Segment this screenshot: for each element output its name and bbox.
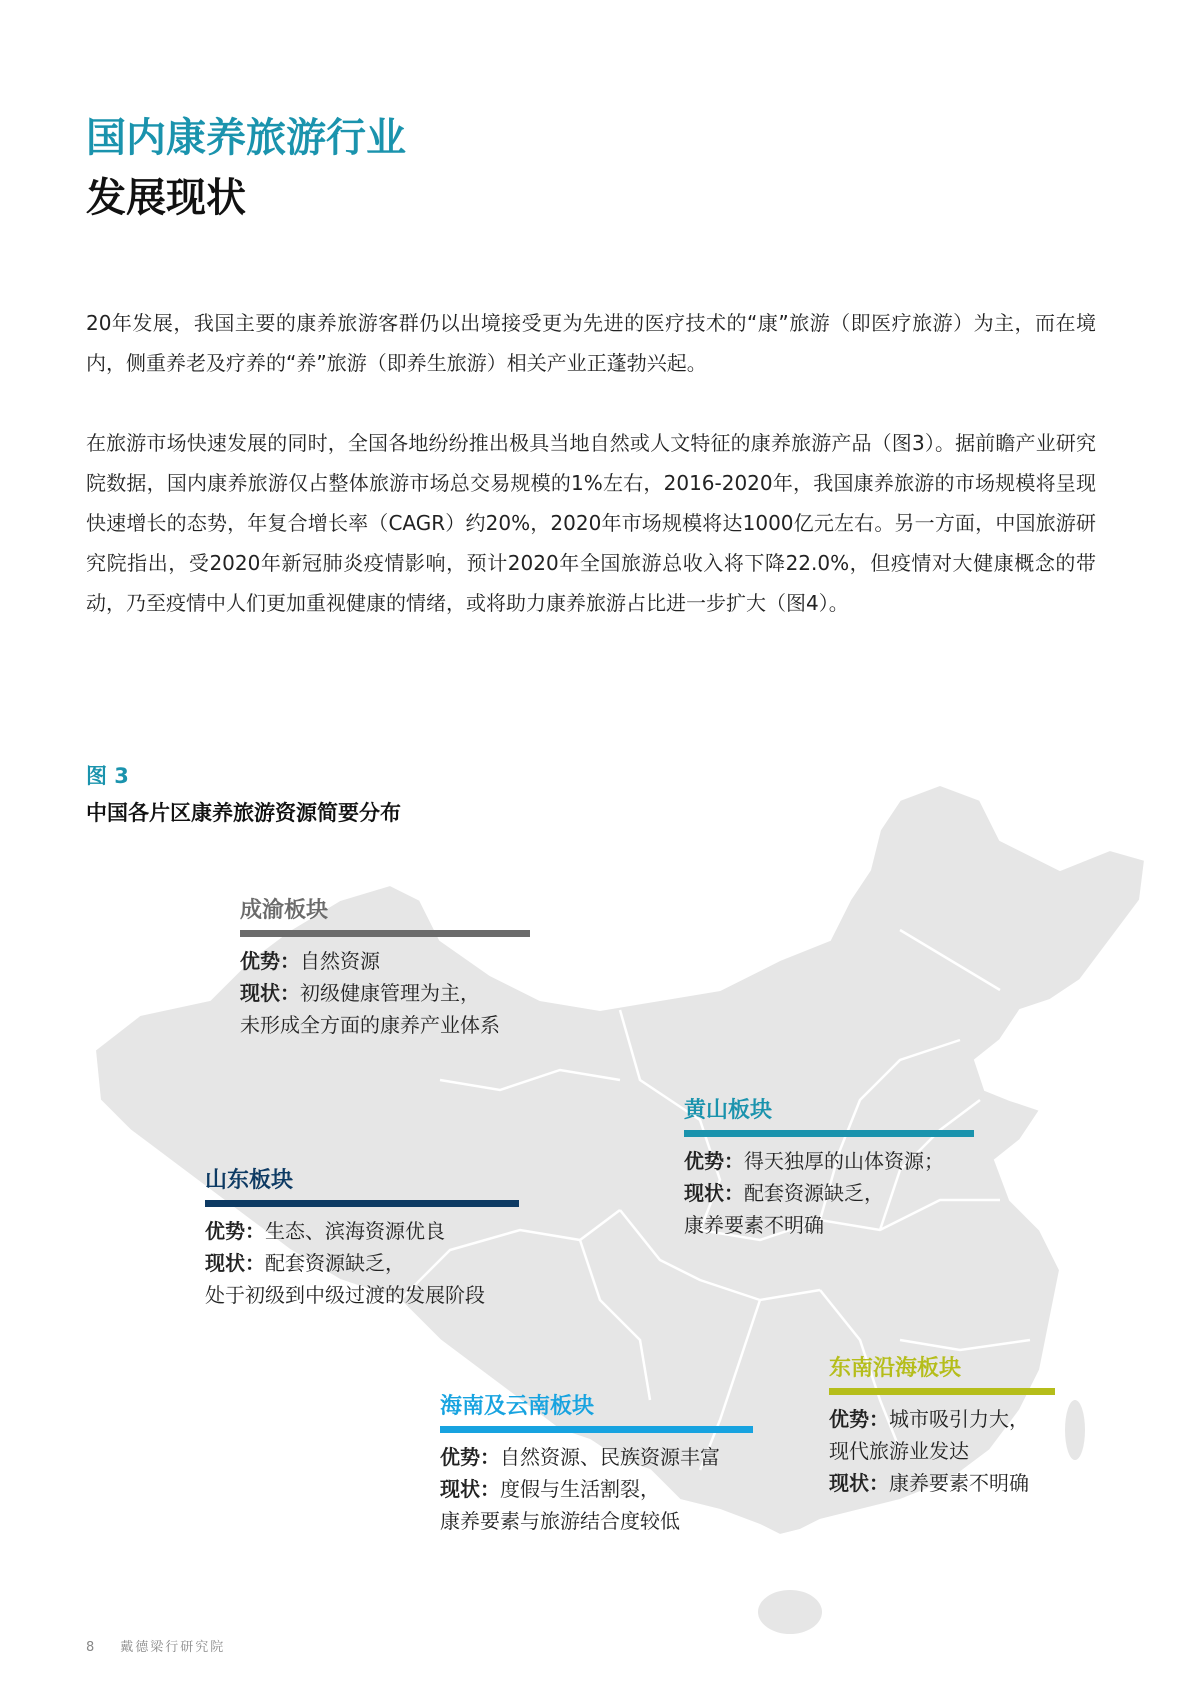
region-name: 海南及云南板块: [440, 1394, 595, 1419]
status-text: 配套资源缺乏，: [744, 1181, 884, 1205]
region-color-bar: [205, 1200, 519, 1207]
status-text: 康养要素不明确: [889, 1471, 1029, 1495]
region-block-shandong: [205, 1166, 519, 1311]
advantage-text-cont: 现代旅游业发达: [829, 1439, 969, 1463]
publisher-name: 戴德梁行研究院: [120, 1640, 226, 1655]
advantage-label: 优势：: [684, 1149, 744, 1173]
status-label: 现状：: [240, 981, 300, 1005]
taiwan-island-shape: [1065, 1400, 1085, 1460]
region-block-huangshan: [684, 1096, 974, 1241]
page-title: 国内康养旅游行业: [86, 115, 406, 161]
advantage-label: 优势：: [205, 1219, 265, 1243]
status-label: 现状：: [829, 1471, 889, 1495]
region-name: 黄山板块: [684, 1098, 773, 1123]
advantage-label: 优势：: [440, 1445, 500, 1469]
body-paragraph-2: 在旅游市场快速发展的同时，全国各地纷纷推出极具当地自然或人文特征的康养旅游产品（图3）。据前瞻产业研究院数据，国内康养旅游仅占整体旅游市场总交易规模的1%左右，2016-2020年，我国康养旅游的市场规模将呈现快速增长的态势，年复合增长率（CAGR）约20%，2020年市场规模将达1000亿元左右。另一方面，中国旅游研究院指出，受2020年新冠肺炎疫情影响，预计2020年全国旅游总收入将下降22.0%，但疫情对大健康概念的带动，乃至疫情中人们更加重视健康的情绪，或将助力康养旅游占比进一步扩大（图4）。: [86, 431, 1096, 615]
region-color-bar: [684, 1130, 974, 1137]
page-subtitle: 发展现状: [86, 175, 246, 221]
advantage-text: 自然资源、民族资源丰富: [500, 1445, 720, 1469]
status-text-cont: 康养要素不明确: [684, 1213, 824, 1237]
page-footer: [86, 1636, 249, 1655]
region-name: 山东板块: [205, 1168, 294, 1193]
body-paragraph-1: 20年发展，我国主要的康养旅游客群仍以出境接受更为先进的医疗技术的“康”旅游（即医疗旅游）为主，而在境内，侧重养老及疗养的“养”旅游（即养生旅游）相关产业正蓬勃兴起。: [86, 311, 1096, 375]
advantage-label: 优势：: [240, 949, 300, 973]
status-label: 现状：: [440, 1477, 500, 1501]
region-block-southeast-coast: [829, 1354, 1055, 1499]
status-text: 度假与生活割裂，: [500, 1477, 660, 1501]
status-text-cont: 康养要素与旅游结合度较低: [440, 1509, 680, 1533]
advantage-label: 优势：: [829, 1407, 889, 1431]
region-block-chengyu: [240, 896, 530, 1041]
status-label: 现状：: [684, 1181, 744, 1205]
advantage-text: 自然资源: [300, 949, 380, 973]
status-text: 配套资源缺乏，: [265, 1251, 405, 1275]
advantage-text: 城市吸引力大，: [889, 1407, 1029, 1431]
status-label: 现状：: [205, 1251, 265, 1275]
advantage-text: 得天独厚的山体资源；: [744, 1149, 944, 1173]
hainan-island-shape: [758, 1590, 822, 1634]
status-text-cont: 未形成全方面的康养产业体系: [240, 1013, 500, 1037]
region-name: 成渝板块: [240, 898, 329, 923]
region-color-bar: [440, 1426, 753, 1433]
region-color-bar: [829, 1388, 1055, 1395]
region-block-hainan-yunnan: [440, 1392, 753, 1537]
status-text: 初级健康管理为主，: [300, 981, 480, 1005]
page-number: 8: [86, 1640, 97, 1655]
region-name: 东南沿海板块: [829, 1356, 962, 1381]
figure-title: 中国各片区康养旅游资源简要分布: [86, 801, 401, 825]
advantage-text: 生态、滨海资源优良: [265, 1219, 445, 1243]
region-color-bar: [240, 930, 530, 937]
figure-number: 图 3: [86, 764, 129, 788]
status-text-cont: 处于初级到中级过渡的发展阶段: [205, 1283, 485, 1307]
